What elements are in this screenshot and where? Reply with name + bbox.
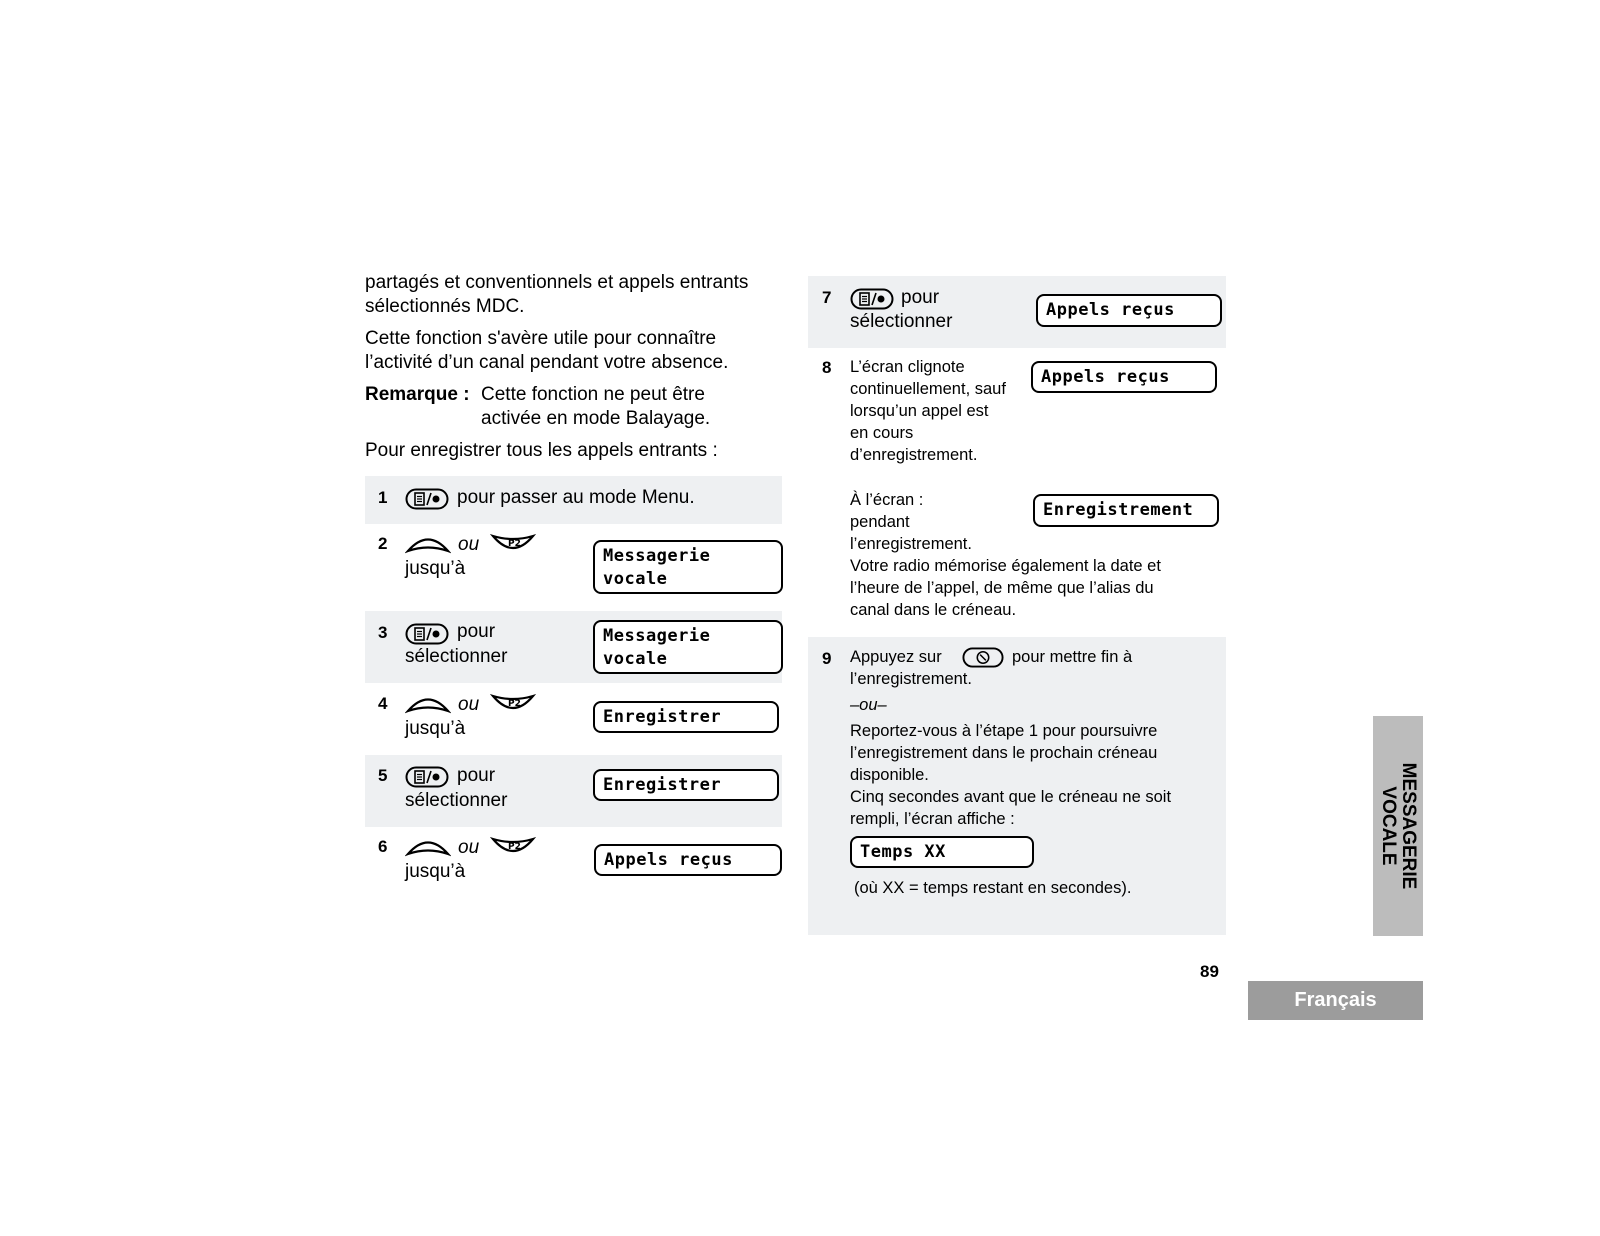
step-text: pour mettre fin à bbox=[1012, 648, 1133, 666]
step-text: rempli, l’écran affiche : bbox=[850, 810, 1015, 828]
display-line: Messagerie bbox=[603, 626, 711, 646]
step-text: l’enregistrement dans le prochain créneau bbox=[850, 744, 1158, 762]
display-screen bbox=[593, 620, 783, 674]
menu-key-icon bbox=[850, 288, 894, 310]
display-screen: Temps XX bbox=[850, 836, 1034, 868]
step-text: pour passer au mode Menu. bbox=[457, 487, 695, 508]
step-text: pour bbox=[457, 621, 496, 642]
display-screen: Appels reçus bbox=[1031, 361, 1217, 393]
intro-line: partagés et conventionnels et appels entrants bbox=[365, 272, 749, 293]
step-9-text bbox=[850, 668, 1171, 830]
step-text: sélectionner bbox=[405, 646, 508, 667]
step-text: À l’écran : bbox=[850, 491, 924, 509]
menu-key-icon bbox=[405, 766, 449, 788]
step-text: continuellement, sauf bbox=[850, 380, 1006, 398]
step-text: Reportez-vous à l’étape 1 pour poursuivre bbox=[850, 722, 1158, 740]
step-number: 2 bbox=[378, 534, 388, 553]
step-text: l’enregistrement. bbox=[850, 535, 972, 553]
display-screen: Appels reçus bbox=[1036, 294, 1222, 327]
display-screen: Appels reçus bbox=[594, 844, 782, 876]
display-line: vocale bbox=[603, 649, 668, 669]
step-text: Votre radio mémorise également la date et bbox=[850, 557, 1161, 575]
step-text: en cours bbox=[850, 424, 914, 442]
step-text: disponible. bbox=[850, 766, 929, 784]
up-key-icon bbox=[405, 835, 451, 859]
section-tab-line: MESSAGERIE bbox=[1398, 762, 1419, 890]
lead-text: Pour enregistrer tous les appels entrants : bbox=[365, 440, 718, 461]
display-screen: Enregistrer bbox=[593, 701, 779, 733]
section-tab-line: VOCALE bbox=[1378, 786, 1399, 866]
step-number: 5 bbox=[378, 766, 388, 785]
step-text: jusqu’à bbox=[405, 558, 466, 579]
step-number: 6 bbox=[378, 837, 388, 856]
p2-key-icon bbox=[490, 835, 536, 859]
step-text: L’écran clignote bbox=[850, 358, 965, 376]
note-label: Remarque : bbox=[365, 384, 470, 405]
step-text: d’enregistrement. bbox=[850, 446, 978, 464]
or-text: ou bbox=[458, 534, 480, 555]
intro-block bbox=[365, 271, 785, 463]
step-number: 9 bbox=[822, 649, 832, 668]
home-key-icon bbox=[962, 647, 1004, 668]
step-text: pendant bbox=[850, 513, 910, 531]
step-text: canal dans le créneau. bbox=[850, 601, 1017, 619]
display-line: Messagerie bbox=[603, 546, 711, 566]
step-text: jusqu’à bbox=[405, 861, 466, 882]
up-key-icon bbox=[405, 692, 451, 716]
section-tab-label bbox=[1378, 763, 1418, 890]
menu-key-icon bbox=[405, 488, 449, 510]
intro-line: l’activité d’un canal pendant votre absence. bbox=[365, 352, 729, 373]
p2-key-icon bbox=[490, 532, 536, 556]
intro-line: Cette fonction s'avère utile pour connaître bbox=[365, 328, 717, 349]
step-text: lorsqu’un appel est bbox=[850, 402, 989, 420]
up-key-icon bbox=[405, 532, 451, 556]
step-text: pour bbox=[901, 287, 940, 308]
display-line: vocale bbox=[603, 569, 668, 589]
display-screen: Enregistrement bbox=[1033, 494, 1219, 527]
page-number: 89 bbox=[1200, 962, 1219, 981]
display-screen bbox=[593, 540, 783, 594]
step-number: 7 bbox=[822, 288, 832, 307]
display-screen: Enregistrer bbox=[593, 769, 779, 801]
note bbox=[365, 383, 785, 431]
section-tab bbox=[1373, 716, 1423, 936]
intro-line: sélectionnés MDC. bbox=[365, 296, 525, 317]
step-number: 8 bbox=[822, 358, 832, 377]
step-number: 4 bbox=[378, 694, 388, 713]
step-text: sélectionner bbox=[405, 790, 508, 811]
step-text: sélectionner bbox=[850, 311, 953, 332]
menu-key-icon bbox=[405, 623, 449, 645]
note-text: activée en mode Balayage. bbox=[481, 408, 711, 429]
language-label: Français bbox=[1248, 981, 1423, 1020]
step-text: Cinq secondes avant que le créneau ne soit bbox=[850, 788, 1172, 806]
or-text: ou bbox=[458, 694, 480, 715]
step-number: 1 bbox=[378, 488, 388, 507]
or-text: ou bbox=[458, 837, 480, 858]
or-separator: –ou– bbox=[850, 696, 887, 714]
step-8-text bbox=[850, 356, 1006, 466]
note-text: Cette fonction ne peut être bbox=[481, 384, 705, 405]
step-text: l’heure de l’appel, de même que l’alias du bbox=[850, 579, 1154, 597]
p2-key-icon bbox=[490, 692, 536, 716]
step-number: 3 bbox=[378, 623, 388, 642]
step-text: jusqu’à bbox=[405, 718, 466, 739]
step-text: (où XX = temps restant en secondes). bbox=[854, 879, 1132, 897]
step-text: pour bbox=[457, 765, 496, 786]
step-text: Appuyez sur bbox=[850, 648, 942, 666]
step-text: l’enregistrement. bbox=[850, 670, 972, 688]
